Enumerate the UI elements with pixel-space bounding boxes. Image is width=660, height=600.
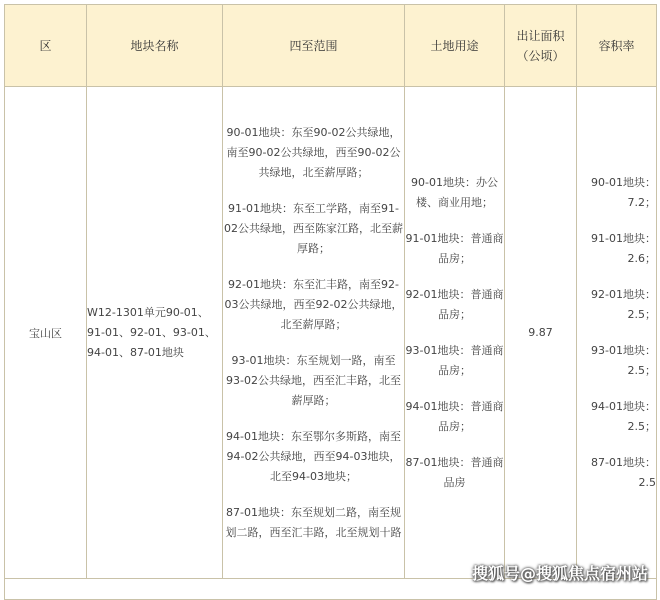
land-use-item: 91-01地块：普通商品房； — [405, 231, 504, 265]
header-plot-name: 地块名称 — [87, 5, 223, 87]
far-item: 92-01地块：2.5； — [591, 287, 656, 321]
header-land-use: 土地用途 — [405, 5, 505, 87]
watermark-text: 搜狐号@搜狐焦点宿州站 — [471, 564, 648, 583]
land-use-item: 92-01地块：普通商品房； — [405, 287, 504, 321]
header-far: 容积率 — [577, 5, 657, 87]
boundary-item: 92-01地块：东至汇丰路，南至92-03公共绿地，西至92-02公共绿地，北至薪厚路； — [224, 277, 403, 331]
boundary-item: 91-01地块：东至工学路，南至91-02公共绿地，西至陈家江路，北至薪厚路； — [224, 201, 403, 255]
land-use-item: 93-01地块：普通商品房； — [405, 343, 504, 377]
header-boundaries: 四至范围 — [223, 5, 405, 87]
boundary-item: 90-01地块：东至90-02公共绿地，南至90-02公共绿地，西至90-02公共绿地，北至薪厚路； — [226, 125, 401, 179]
cell-far — [577, 87, 657, 579]
table-header-row — [5, 5, 657, 87]
land-transfer-table — [4, 4, 657, 600]
boundary-item: 87-01地块：东至规划二路，南至规划二路，西至汇丰路，北至规划十路 — [225, 505, 402, 539]
boundary-item: 94-01地块：东至鄂尔多斯路，南至94-02公共绿地，西至94-03地块，北至94-03地块； — [226, 429, 401, 483]
land-use-item: 94-01地块：普通商品房； — [405, 399, 504, 433]
boundary-item: 93-01地块：东至规划一路，南至93-02公共绿地，西至汇丰路，北至薪厚路； — [226, 353, 401, 407]
far-item: 93-01地块：2.5； — [591, 343, 656, 377]
cell-district: 宝山区 — [5, 87, 87, 579]
cell-land-use — [405, 87, 505, 579]
far-item: 90-01地块：7.2； — [591, 175, 656, 209]
cell-area: 9.87 — [505, 87, 577, 579]
land-use-item: 90-01地块：办公楼、商业用地； — [411, 175, 498, 209]
cell-plot-name: W12-1301单元90-01、91-01、92-01、93-01、94-01、87-01地块 — [87, 87, 223, 579]
far-item: 94-01地块：2.5； — [591, 399, 656, 433]
cell-boundaries — [223, 87, 405, 579]
far-item: 87-01地块：2.5 — [591, 455, 656, 489]
header-area: 出让面积（公顷） — [505, 5, 577, 87]
table-row — [5, 87, 657, 579]
header-district: 区 — [5, 5, 87, 87]
land-use-item: 87-01地块：普通商品房 — [405, 455, 504, 489]
far-item: 91-01地块：2.6； — [591, 231, 656, 265]
